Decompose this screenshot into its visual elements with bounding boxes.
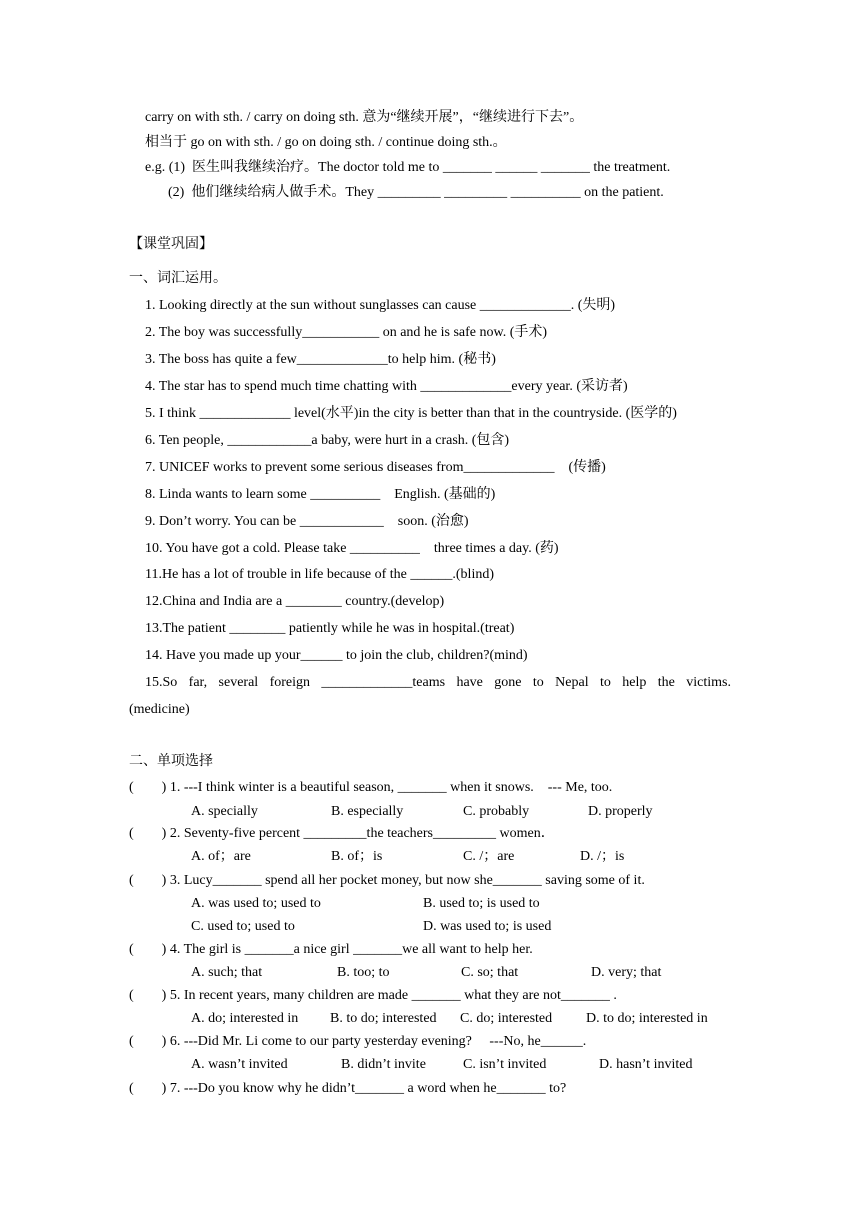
question-1-option-b: B. especially [331, 804, 404, 819]
question-1-option-c: C. probably [463, 804, 530, 819]
vocab-item-9: 9. Don’t worry. You can be ____________ soon. (治愈) [145, 514, 469, 529]
question-1-stem: ( ) 1. ---I think winter is a beautiful season, _______ when it snows. --- Me, too. [129, 780, 613, 795]
vocab-item-12: 12.China and India are a ________ country.(develop) [145, 594, 445, 609]
vocab-item-4: 4. The star has to spend much time chatting with _____________every year. (采访者) [145, 379, 628, 394]
section-title-choice: 二、单项选择 [129, 754, 213, 769]
vocab-item-7: 7. UNICEF works to prevent some serious diseases from_____________ (传播) [145, 460, 606, 475]
question-6-option-c: C. isn’t invited [463, 1057, 547, 1072]
question-3-stem: ( ) 3. Lucy_______ spend all her pocket money, but now she_______ saving some of it. [129, 873, 645, 888]
vocab-item-15-line-1: 15.So far, several foreign _____________teams have gone to Nepal to help the victims. [145, 675, 731, 690]
vocab-item-6: 6. Ten people, ____________a baby, were hurt in a crash. (包含) [145, 433, 510, 448]
question-3-option-a: A. was used to; used to [191, 896, 321, 911]
question-4-option-a: A. such; that [191, 965, 263, 980]
question-5-option-c: C. do; interested [460, 1011, 553, 1026]
vocab-item-8: 8. Linda wants to learn some __________ English. (基础的) [145, 487, 496, 502]
question-2-stem: ( ) 2. Seventy-five percent _________the teachers_________ women． [129, 826, 555, 841]
question-7-stem: ( ) 7. ---Do you know why he didn’t_______ a word when he_______ to? [129, 1081, 567, 1096]
question-5-option-d: D. to do; interested in [586, 1011, 708, 1026]
question-3-option-b: B. used to; is used to [423, 896, 540, 911]
question-4-option-d: D. very; that [591, 965, 662, 980]
vocab-item-5: 5. I think _____________ level(水平)in the city is better than that in the countryside. (医学的) [145, 406, 677, 421]
intro-example-2: (2) 他们继续给病人做手术。They _________ _________ __________ on the patient. [168, 185, 664, 200]
question-6-option-b: B. didn’t invite [341, 1057, 426, 1072]
intro-line-1: carry on with sth. / carry on doing sth. 意为“继续开展”，“继续进行下去”。 [145, 110, 584, 125]
question-4-option-c: C. so; that [461, 965, 519, 980]
vocab-item-11: 11.He has a lot of trouble in life because of the ______.(blind) [145, 567, 494, 582]
vocab-item-10: 10. You have got a cold. Please take __________ three times a day. (药) [145, 541, 559, 556]
question-5-option-b: B. to do; interested [330, 1011, 437, 1026]
vocab-item-1: 1. Looking directly at the sun without sunglasses can cause _____________. (失明) [145, 298, 616, 313]
vocab-item-3: 3. The boss has quite a few_____________to help him. (秘书) [145, 352, 496, 367]
vocab-item-15-line-2: (medicine) [129, 702, 190, 717]
vocab-item-13: 13.The patient ________ patiently while he was in hospital.(treat) [145, 621, 515, 636]
question-2-option-c: C. /；are [463, 849, 515, 864]
intro-example-1: e.g. (1) 医生叫我继续治疗。The doctor told me to _______ ______ _______ the treatment. [145, 160, 671, 175]
question-4-option-b: B. too; to [337, 965, 390, 980]
question-5-option-a: A. do; interested in [191, 1011, 299, 1026]
question-6-option-d: D. hasn’t invited [599, 1057, 693, 1072]
part1-title: 一、词汇运用。 [129, 271, 227, 286]
intro-line-2: 相当于 go on with sth. / go on doing sth. / continue doing sth.。 [145, 135, 507, 150]
question-1-option-a: A. specially [191, 804, 258, 819]
question-4-stem: ( ) 4. The girl is _______a nice girl _______we all want to help her. [129, 942, 533, 957]
vocab-item-14: 14. Have you made up your______ to join the club, children?(mind) [145, 648, 528, 663]
question-6-stem: ( ) 6. ---Did Mr. Li come to our party yesterday evening? ---No, he______. [129, 1034, 587, 1049]
question-1-option-d: D. properly [588, 804, 653, 819]
question-2-option-d: D. /；is [580, 849, 625, 864]
question-2-option-a: A. of；are [191, 849, 251, 864]
question-3-option-c: C. used to; used to [191, 919, 295, 934]
vocab-item-2: 2. The boy was successfully___________ on and he is safe now. (手术) [145, 325, 548, 340]
question-6-option-a: A. wasn’t invited [191, 1057, 288, 1072]
question-5-stem: ( ) 5. In recent years, many children are made _______ what they are not_______ . [129, 988, 617, 1003]
question-3-option-d: D. was used to; is used [423, 919, 552, 934]
section-title-consolidation: 【课堂巩固】 [129, 237, 213, 252]
question-2-option-b: B. of；is [331, 849, 383, 864]
